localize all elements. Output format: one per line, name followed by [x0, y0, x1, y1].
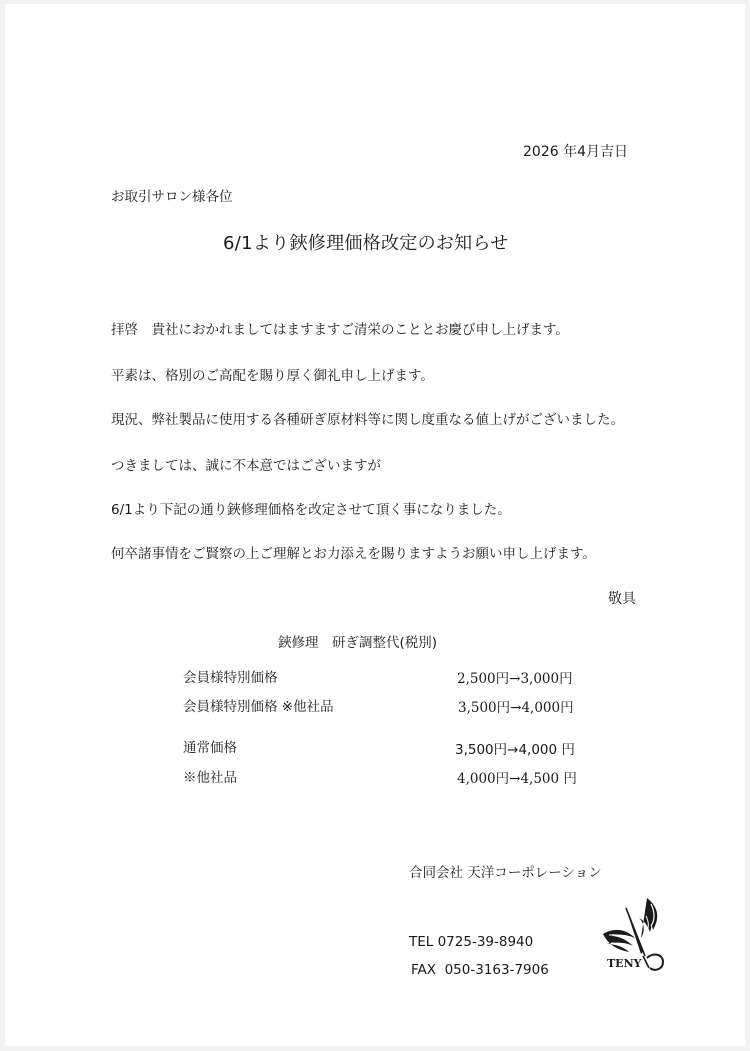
- paragraph-greeting: 拝啓 貴社におかれましてはますますご清栄のこととお慶び申し上げます。: [111, 322, 569, 338]
- company-tel: TEL 0725-39-8940: [409, 934, 534, 950]
- price-row-value: 3,500円→4,000円: [458, 700, 574, 716]
- logo-text: TENY: [607, 957, 642, 970]
- company-logo: [595, 894, 685, 979]
- document-page: [5, 4, 745, 1046]
- issue-date: 2026 年4月吉日: [523, 144, 628, 160]
- paragraph-request: 何卒諸事情をご賢察の上ご理解とお力添えを賜りますようお願い申し上げます。: [111, 546, 596, 562]
- price-row-value: 3,500円→4,000 円: [455, 742, 575, 758]
- price-row-label: ※他社品: [183, 770, 237, 786]
- price-row-value: 2,500円→3,000円: [457, 671, 573, 687]
- addressee: お取引サロン様各位: [111, 189, 233, 205]
- paragraph-announcement: 6/1より下記の通り鋏修理価格を改定させて頂く事になりました。: [111, 502, 511, 518]
- scissors-wings-logo-icon: [595, 894, 685, 979]
- paragraph-reason: 現況、弊社製品に使用する各種研ぎ原材料等に関し度重なる値上げがございました。: [111, 412, 624, 428]
- price-row-label: 会員様特別価格 ※他社品: [183, 699, 334, 715]
- price-row-value: 4,000円→4,500 円: [457, 771, 577, 787]
- closing-remark: 敬具: [608, 591, 636, 607]
- company-fax: FAX 050-3163-7906: [411, 962, 549, 978]
- paragraph-thanks: 平素は、格別のご高配を賜り厚く御礼申し上げます。: [111, 368, 434, 384]
- document-title: 6/1より鋏修理価格改定のお知らせ: [223, 233, 509, 254]
- company-name: 合同会社 天洋コーポレーション: [409, 865, 602, 881]
- price-list-heading: 鋏修理 研ぎ調整代(税別): [278, 635, 438, 651]
- price-row-label: 会員様特別価格: [183, 670, 278, 686]
- paragraph-regret: つきましては、誠に不本意ではございますが: [111, 458, 381, 474]
- price-row-label: 通常価格: [183, 740, 237, 756]
